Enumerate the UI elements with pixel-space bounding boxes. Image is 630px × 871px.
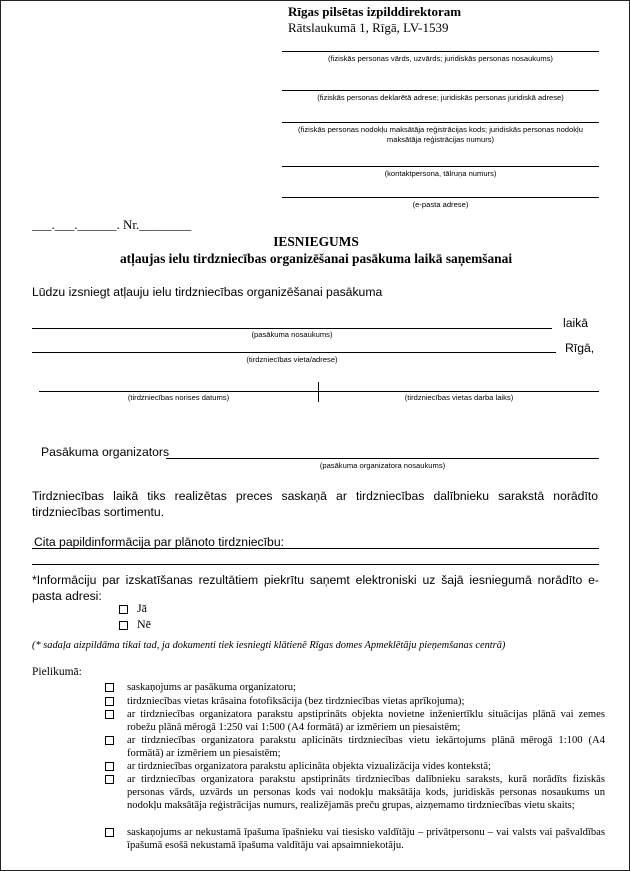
attachment-item [105,708,605,734]
attachment-text: ar tirdzniecības organizatora parakstu apstiprināts objekta novietne inženiertīklu situācijas plānā vai zemes robežu plānā mērogā 1:250 vai 1:500 (A4 formātā) ar izmēriem un piesaistēm; [127,709,605,733]
consent-yes-label: Jā [137,601,147,615]
organizer-line[interactable] [166,458,599,459]
applicant-code-line[interactable] [282,122,599,123]
attachment-item [105,681,605,694]
other-info-line-2[interactable] [32,564,599,565]
organizer-label: Pasākuma organizators [41,445,170,459]
event-name-caption: (pasākuma nosaukums) [251,330,333,339]
trade-hours-caption: (tirdzniecības vietas darba laiks) [404,393,514,402]
applicant-email-line[interactable] [282,197,599,198]
event-name-line[interactable] [32,328,552,329]
applicant-name-caption: (fiziskās personas vārds, uzvārds; juridiskās personas nosaukums) [328,54,553,63]
attachment-checkbox[interactable] [105,762,114,771]
consent-no-checkbox[interactable] [119,621,128,630]
attachment-checkbox[interactable] [105,775,114,784]
attachment-checkbox[interactable] [105,683,114,692]
attachment-item [105,826,605,852]
applicant-address-line[interactable] [282,90,599,91]
date-number-line[interactable] [32,217,191,233]
consent-text: *Informāciju par izskatīšanas rezultātiem piekrītu saņemt elektroniski uz šajā iesniegumā norādīto e-pasta adresi: [32,573,599,603]
attachment-text: ar tirdzniecības organizatora parakstu aplicināta objekta vizualizācija vides kontekstā; [127,761,491,772]
attachment-text: ar tirdzniecības organizatora parakstu aplicināts tirdzniecības vietu iekārtojums plānā mērogā 1:100 (A4 formātā) ar izmēriem un piesaistēm; [127,735,605,759]
attachment-text: ar tirdzniecības organizatora parakstu apstiprināts tirdzniecības dalībnieku saraksts, kurā norādīts fiziskās personas vārds, uzvārds un personas kods vai nodokļu maksātāja kods, juridiskās personas nosaukums un nodokļu maksātāja reģistrācijas numurs, realizējamās preču grupas, aizņemamo tirdzniecības vietu skaits; [127,774,605,811]
event-suffix: laikā [563,316,589,330]
trade-dates-caption: (tirdzniecības norises datums) [127,393,230,402]
trade-place-line[interactable] [32,352,556,353]
attachment-item [105,734,605,760]
request-text: Lūdzu izsniegt atļauju ielu tirdzniecības organizēšanai pasākuma [32,285,383,299]
recipient-address: Rātslaukumā 1, Rīgā, LV-1539 [288,20,449,35]
attachment-text: saskaņojums ar pasākuma organizatoru; [127,682,296,693]
place-suffix: Rīgā, [565,341,595,355]
consent-no-option[interactable] [119,617,151,632]
attachments-label: Pielikumā: [32,666,82,678]
trade-place-caption: (tirdzniecības vieta/adrese) [246,355,338,364]
dates-hours-line[interactable] [39,391,599,392]
attachment-text: saskaņojums ar nekustamā īpašuma īpašnieku vai tiesisko valdītāju – privātpersonu – vai valsts vai pašvaldības īpašumā esošā nekustamā īpašuma valdītāju vai apsaimniekotāju. [127,827,605,851]
applicant-contact-line[interactable] [282,166,599,167]
attachment-checkbox[interactable] [105,736,114,745]
consent-yes-option[interactable] [119,601,147,616]
applicant-email-caption: (e-pasta adrese) [412,200,469,209]
attachment-checkbox[interactable] [105,710,114,719]
other-info-label: Cita papildinformācija par plānoto tirdzniecību: [34,535,284,549]
applicant-name-line[interactable] [282,51,599,52]
attachment-checkbox[interactable] [105,697,114,706]
consent-yes-checkbox[interactable] [119,605,128,614]
attachment-checkbox[interactable] [105,828,114,837]
sales-assortment-text: Tirdzniecības laikā tiks realizētas preces saskaņā ar tirdzniecības dalībnieku sarakstā norādīto tirdzniecības sortimentu. [32,489,598,519]
applicant-address-caption: (fiziskās personas deklarētā adrese; juridiskās personas juridiskā adrese) [317,93,564,102]
recipient-name: Rīgas pilsētas izpilddirektoram [288,4,462,19]
applicant-code-caption: (fiziskās personas nodokļu maksātāja reģistrācijas kods; juridiskās personas nodokļu maksātāja reģistrācijas numurs) [298,125,583,144]
document-subtitle: atļaujas ielu tirdzniecības organizēšanai pasākuma laikā saņemšanai [119,251,513,266]
attachment-text: tirdzniecības vietas krāsaina fotofiksācija (bez tirdzniecības vietas aprīkojuma); [127,696,465,707]
date-number-blank: ________ [139,217,192,232]
consent-no-label: Nē [137,617,151,631]
attachment-item [105,760,605,773]
consent-note: (* sadaļa aizpildāma tikai tad, ja dokumenti tiek iesniegti klātienē Rīgas domes Apmeklētāju pieņemšanas centrā) [32,640,506,651]
attachment-item [105,773,605,812]
organizer-caption: (pasākuma organizatora nosaukums) [319,461,446,470]
applicant-contact-caption: (kontaktpersona, tālruņa numurs) [384,169,497,178]
other-info-line-1[interactable] [32,548,599,549]
attachment-item [105,695,605,708]
document-title: IESNIEGUMS [273,234,359,249]
date-number-prefix: ___.___.______. Nr. [32,217,140,232]
